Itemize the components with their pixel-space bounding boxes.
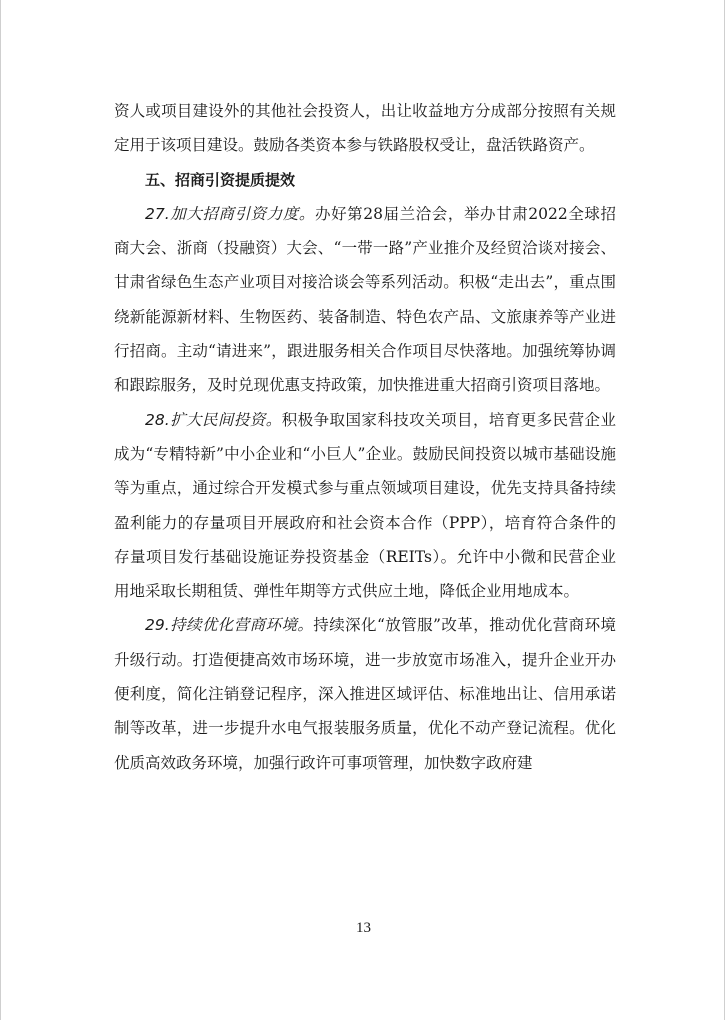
item-28-body: 积极争取国家科技攻关项目，培育更多民营企业成为“专精特新”中小企业和“小巨人”企业。鼓励民间投资以城市基础设施等为重点，通过综合开发模式参与重点领域项目建设，优先支持具备持续盈利能力的存量项目开展政府和社会资本合作（PPP），培育符合条件的存量项目发行基础设施证券投资基金（REITs）。允许中小微和民营企业用地采取长期租赁、弹性年期等方式供应土地，降低企业用地成本。	[114, 410, 616, 601]
item-29-paragraph	[114, 608, 616, 779]
item-29-lead: 29.持续优化营商环境。	[145, 616, 314, 635]
item-28-paragraph	[114, 403, 616, 609]
page-number: 13	[356, 920, 371, 936]
item-28-lead: 28.扩大民间投资。	[145, 410, 282, 429]
item-27-body: 办好第28届兰洽会，举办甘肃2022全球招商大会、浙商（投融资）大会、“一带一路”产业推介及经贸洽谈对接会、甘肃省绿色生态产业项目对接洽谈会等系列活动。积极“走出去”，重点围绕新能源新材料、生物医药、装备制造、特色农产品、文旅康养等产业进行招商。主动“请进来”，跟进服务相关合作项目尽快落地。加强统筹协调和跟踪服务，及时兑现优惠支持政策，加快推进重大招商引资项目落地。	[114, 204, 617, 395]
item-29-body: 持续深化“放管服”改革，推动优化营商环境升级行动。打造便捷高效市场环境，进一步放宽市场准入，提升企业开办便利度，简化注销登记程序，深入推进区域评估、标准地出让、信用承诺制等改革，进一步提升水电气报装服务质量，优化不动产登记流程。优化优质高效政务环境，加强行政许可事项管理，加快数字政府建	[114, 616, 616, 772]
page-body	[114, 94, 616, 780]
continued-paragraph: 资人或项目建设外的其他社会投资人，出让收益地方分成部分按照有关规定用于该项目建设。鼓励各类资本参与铁路股权受让，盘活铁路资产。	[114, 102, 616, 155]
item-27-paragraph	[114, 197, 616, 403]
section-heading: 五、招商引资提质提效	[145, 170, 296, 189]
item-27-lead: 27.加大招商引资力度。	[145, 204, 315, 223]
